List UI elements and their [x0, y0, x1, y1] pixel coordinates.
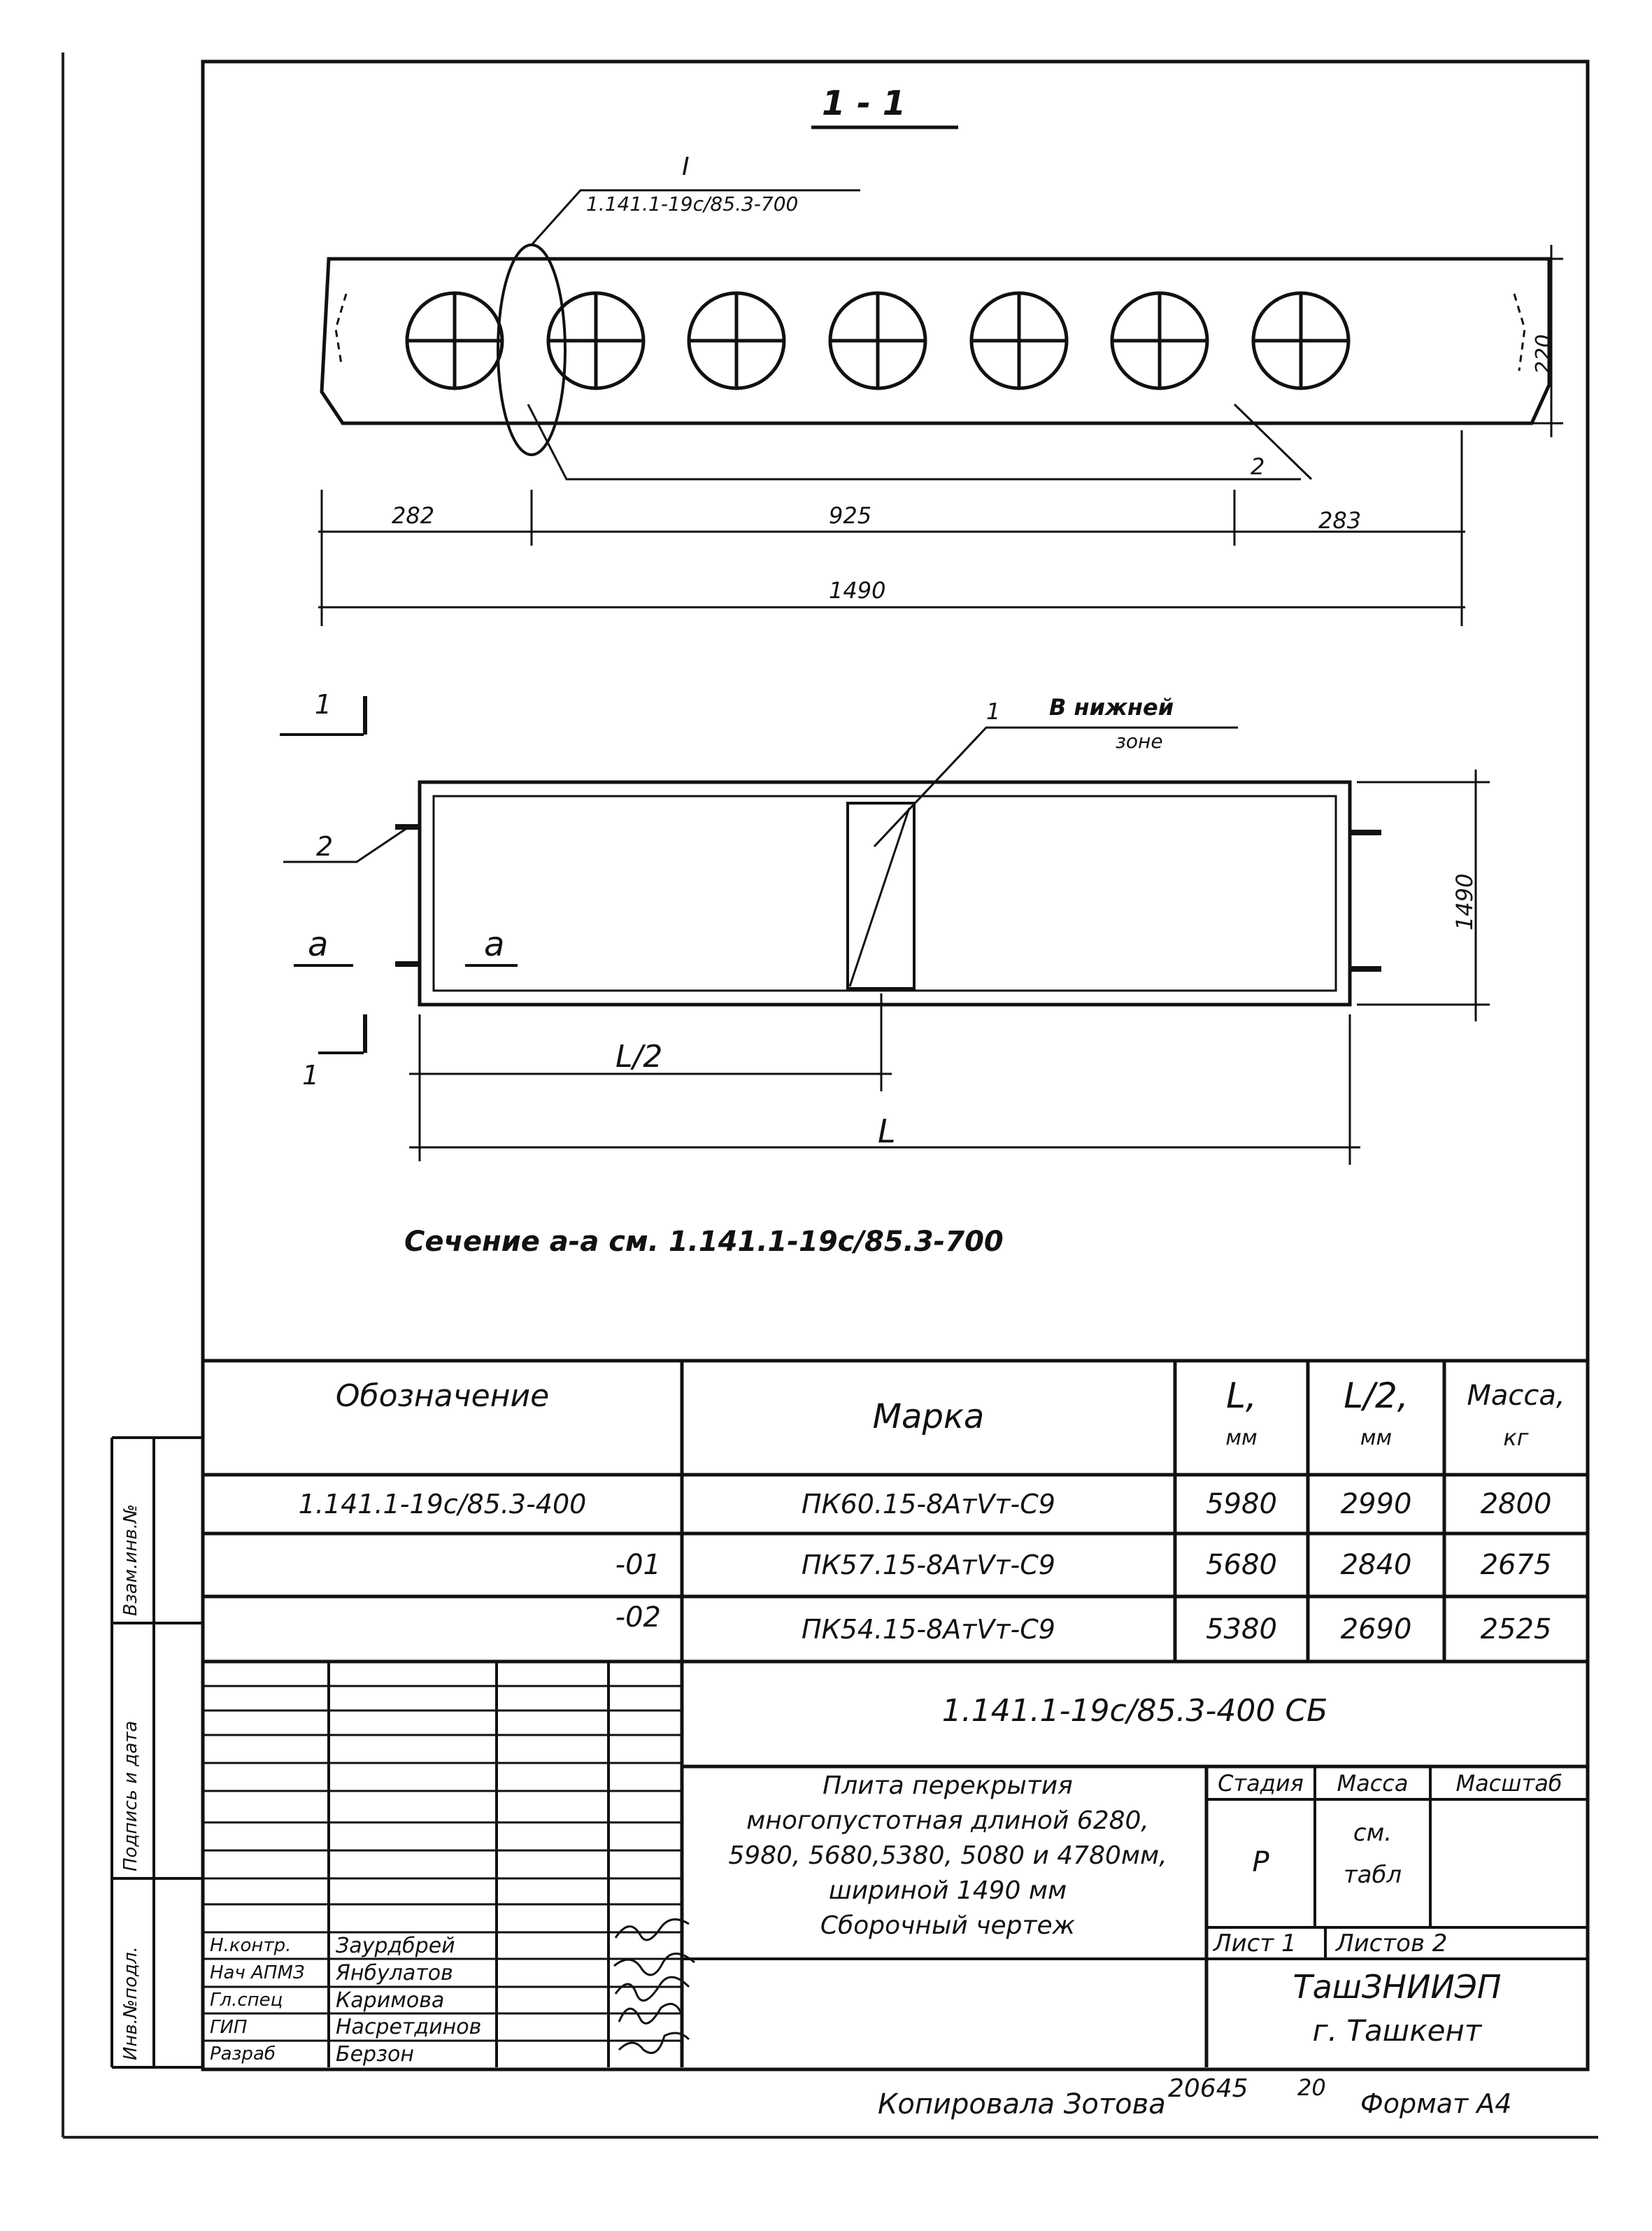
side-label-signature-date: Подпись и дата: [120, 1720, 141, 1871]
detail-label: I: [682, 153, 690, 181]
role-name: Берзон: [336, 2041, 415, 2067]
mass-value-2: табл: [1343, 1861, 1402, 1889]
side-label-original-inv: Инв.№подл.: [120, 1946, 141, 2060]
mass-label: Масса: [1337, 1769, 1409, 1797]
table-row-designation: 1.141.1-19с/85.3-400: [298, 1489, 587, 1520]
dim-L-label: L: [878, 1112, 896, 1150]
table-row-L: 5380: [1206, 1613, 1277, 1645]
header-L2: L/2,: [1344, 1375, 1409, 1416]
table-row-mark: ПК57.15-8АтⅤт-С9: [802, 1550, 1055, 1580]
footer-copied-by: Копировала Зотова: [878, 2088, 1166, 2120]
plan-note-line-2: зоне: [1116, 730, 1163, 753]
header-L2-unit: мм: [1360, 1425, 1393, 1450]
role-name: Янбулатов: [336, 1960, 453, 1985]
stage-label: Стадия: [1218, 1769, 1304, 1797]
role-name: Насретдинов: [336, 2015, 482, 2039]
doc-title-line: шириной 1490 мм: [828, 1876, 1067, 1905]
doc-title: [689, 1769, 1206, 1943]
table-row-mass: 2525: [1480, 1613, 1552, 1645]
header-mark: Марка: [872, 1397, 985, 1436]
table-row-mark: ПК60.15-8АтⅤт-С9: [802, 1489, 1055, 1520]
side-label-replaced-inv: Взам.инв.№: [120, 1504, 141, 1616]
slab-left-joint: [336, 294, 346, 364]
organization-name: ТашЗНИИЭП: [1293, 1968, 1502, 2006]
table-row-mass: 2675: [1480, 1549, 1552, 1581]
stage-value: Р: [1252, 1846, 1269, 1878]
header-designation: Обозначение: [335, 1377, 550, 1414]
section-a-left: a: [308, 925, 329, 964]
role-label: Н.контр.: [210, 1935, 292, 1956]
slab-right-joint: [1514, 294, 1525, 371]
footer-format: Формат А4: [1360, 2088, 1512, 2119]
table-row-L2: 2990: [1340, 1488, 1412, 1520]
table-row-designation: -02: [615, 1601, 661, 1634]
doc-title-line: Сборочный чертеж: [820, 1911, 1076, 1940]
role-label: Нач АПМЗ: [210, 1962, 305, 1983]
role-label: Гл.спец: [210, 1990, 283, 2011]
sheets-label: Листов 2: [1336, 1929, 1448, 1957]
plan-note-line-1: В нижней: [1049, 694, 1174, 721]
doc-code: 1.141.1-19с/85.3-400 СБ: [941, 1692, 1328, 1729]
table-row-L: 5680: [1206, 1549, 1277, 1581]
section-marker-bottom: 1: [302, 1060, 320, 1091]
section-marker-top: 1: [315, 689, 332, 720]
footer-number: 20645: [1168, 2074, 1248, 2103]
header-mass-unit: кг: [1503, 1424, 1529, 1451]
header-mass: Масса,: [1467, 1380, 1565, 1412]
slab-plan-outer: [420, 782, 1350, 1005]
footer-sheet-number: 20: [1297, 2074, 1326, 2101]
table-row-mark: ПК54.15-8АтⅤт-С9: [802, 1613, 1055, 1645]
marker-2-leader-b: [1234, 404, 1311, 479]
role-label: ГИП: [210, 2016, 248, 2038]
table-row-L2: 2840: [1340, 1549, 1412, 1581]
table-row-mass: 2800: [1480, 1488, 1552, 1520]
doc-title-line: 5980, 5680,5380, 5080 и 4780мм,: [728, 1841, 1167, 1870]
sheet-label: Лист 1: [1213, 1929, 1297, 1957]
signature: [615, 1920, 689, 1940]
hollow-cores: [407, 293, 1348, 388]
signature: [619, 2033, 689, 2053]
table-row-designation: -01: [615, 1549, 661, 1581]
header-L: L,: [1226, 1375, 1257, 1416]
dim-283-label: 283: [1318, 507, 1362, 534]
section-a-right: a: [484, 925, 505, 964]
role-label: Разраб: [210, 2044, 276, 2064]
role-name: Каримова: [336, 1988, 445, 2013]
dim-1490-label: 1490: [829, 577, 886, 604]
header-L-unit: мм: [1225, 1425, 1258, 1450]
doc-title-line: многопустотная длиной 6280,: [746, 1806, 1149, 1835]
signature: [615, 1977, 689, 2001]
marker-2-leader-a: [528, 404, 1301, 479]
scale-label: Масштаб: [1455, 1769, 1562, 1797]
dim-L2-label: L/2: [615, 1039, 663, 1075]
dim-282-label: 282: [392, 502, 435, 529]
section-note: Сечение а-а см. 1.141.1-19с/85.3-700: [404, 1226, 1004, 1258]
table-row-L: 5980: [1206, 1488, 1277, 1520]
doc-title-line: Плита перекрытия: [823, 1771, 1073, 1800]
role-name: Заурдбрей: [336, 1933, 455, 1958]
detail-reference: 1.141.1-19c/85.3-700: [586, 192, 799, 215]
plan-marker-2-leader: [283, 829, 406, 862]
plan-note-leader: [874, 728, 1238, 847]
plan-note-number: 1: [986, 698, 1001, 725]
slab-plan-inner: [434, 796, 1336, 991]
plan-marker-2: 2: [316, 831, 334, 862]
dim-925-label: 925: [829, 502, 872, 529]
mass-value-1: см.: [1353, 1819, 1393, 1847]
section-title: 1 - 1: [822, 84, 906, 123]
organization-city: г. Ташкент: [1312, 2013, 1482, 2048]
dim-plan-1490-label: 1490: [1451, 873, 1478, 930]
dim-220-label: 220: [1532, 334, 1556, 374]
table-row-L2: 2690: [1340, 1613, 1412, 1645]
marker-2-label: 2: [1251, 453, 1265, 480]
